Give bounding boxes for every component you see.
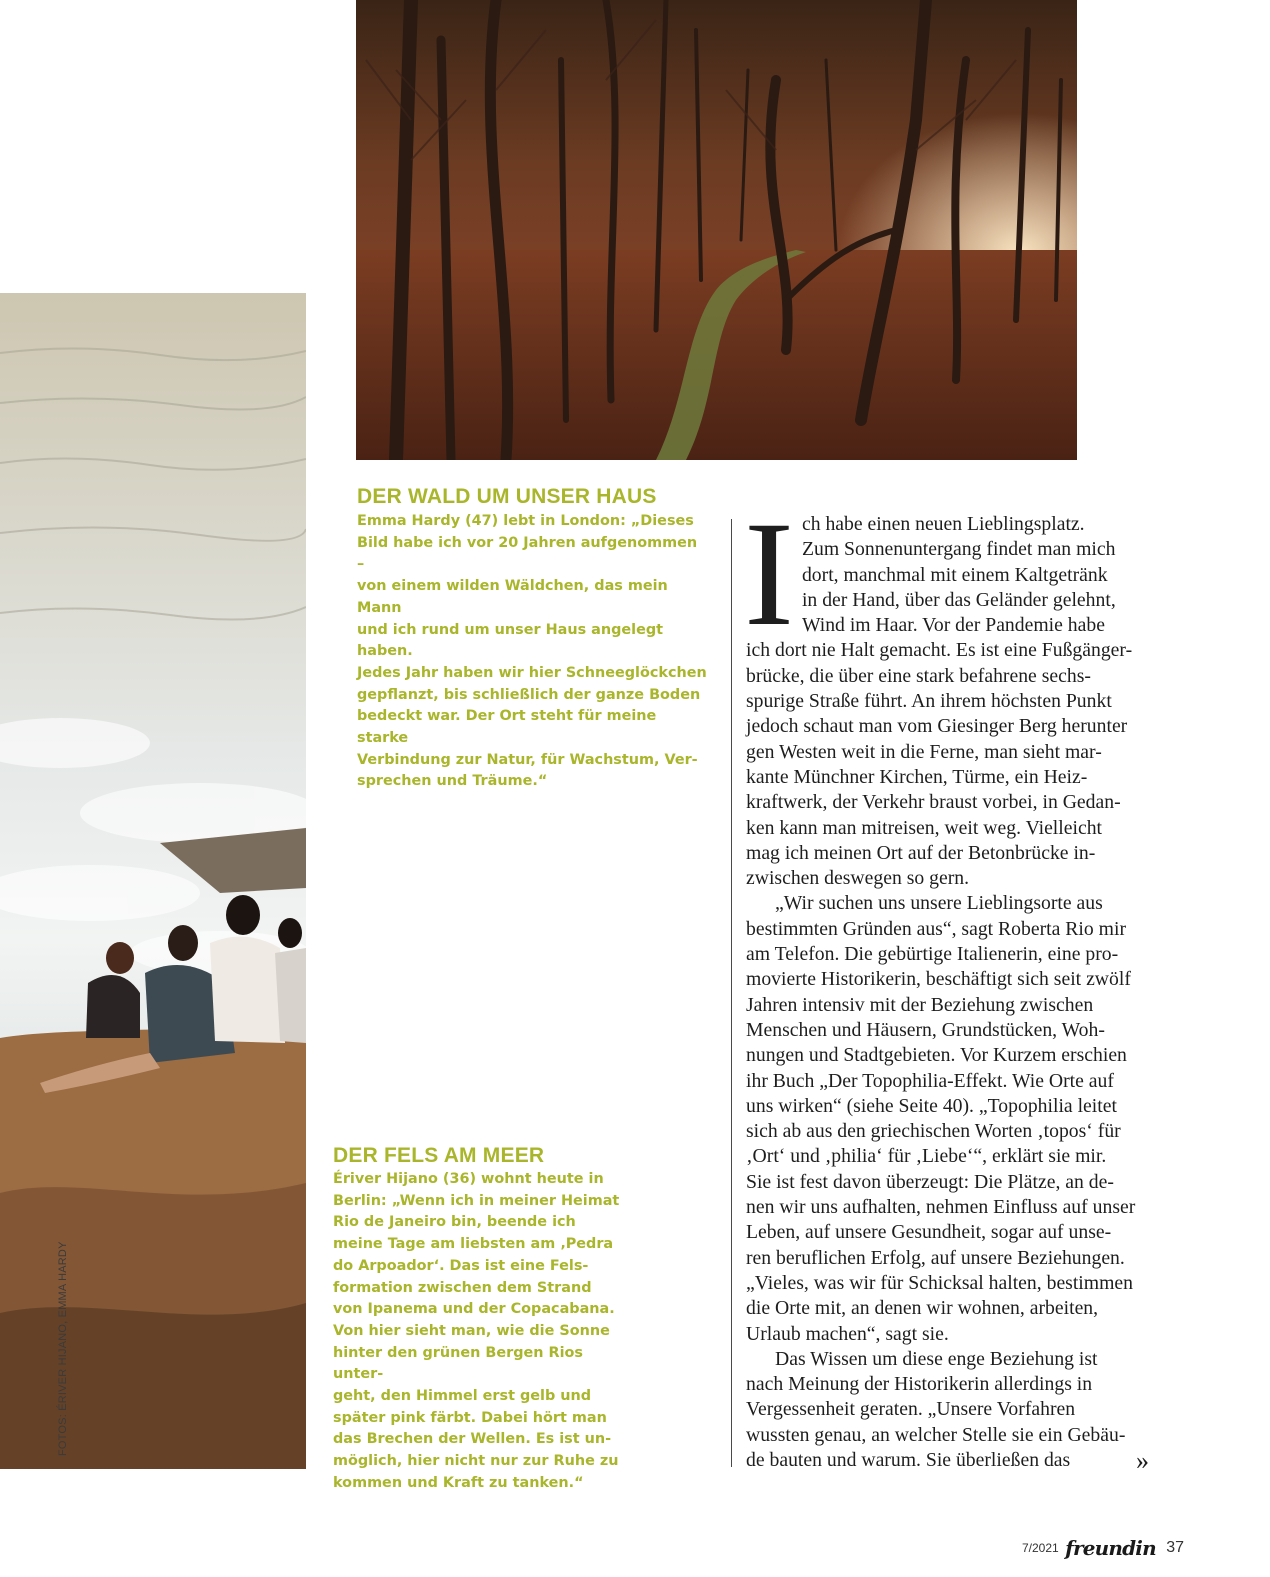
caption-line: Bild habe ich vor 20 Jahren aufgenommen –	[357, 534, 698, 573]
page-footer	[1022, 1536, 1184, 1566]
text-line: ren beruflichen Erfolg, auf unsere Beziehungen.	[746, 1246, 1125, 1269]
text-line: Zum Sonnenuntergang findet man mich	[801, 538, 1116, 561]
text-line: jedoch schaut man vom Giesinger Berg herunter	[746, 715, 1128, 738]
caption-line: von Ipanema und der Copacabana.	[333, 1301, 615, 1318]
text-line: uns wirken“ (siehe Seite 40). „Topophilia leitet	[746, 1094, 1117, 1117]
page-number: 37	[1166, 1539, 1185, 1556]
caption-line: do Arpoador‘. Das ist eine Fels-	[333, 1257, 589, 1274]
text-line: mag ich meinen Ort auf der Betonbrücke in-	[746, 841, 1096, 864]
text-line: die Orte mit, an denen wir wohnen, arbeiten,	[746, 1297, 1099, 1320]
caption-line: geht, den Himmel erst gelb und	[333, 1388, 592, 1405]
caption-line: Berlin: „Wenn ich in meiner Heimat	[333, 1192, 620, 1209]
continue-arrow-icon: »	[1136, 1446, 1149, 1475]
article-body	[744, 491, 1159, 1473]
caption-line: Von hier sieht man, wie die Sonne	[333, 1322, 610, 1339]
text-line: spurige Straße führt. An ihrem höchsten Punkt	[746, 690, 1112, 713]
text-line: Urlaub machen“, sagt sie.	[746, 1322, 949, 1345]
text-line: ken kann man mitreisen, weit weg. Vielleicht	[746, 816, 1103, 839]
caption-line: Verbindung zur Natur, für Wachstum, Ver-	[357, 751, 698, 768]
text-line: nungen und Stadtgebieten. Vor Kurzem erschien	[746, 1044, 1127, 1067]
caption-line: Ériver Hijano (36) wohnt heute in	[333, 1171, 604, 1187]
text-line: Menschen und Häusern, Grundstücken, Woh-	[746, 1018, 1105, 1041]
forest-photo	[356, 0, 1077, 460]
text-line: in der Hand, über das Geländer gelehnt,	[801, 588, 1116, 611]
text-line: de bauten und warum. Sie überließen das	[746, 1448, 1071, 1471]
caption-line: kommen und Kraft zu tanken.“	[333, 1474, 584, 1491]
column-rule	[731, 519, 732, 1467]
caption-line: Rio de Janeiro bin, beende ich	[333, 1214, 576, 1231]
text-line: ihr Buch „Der Topophilia-Effekt. Wie Orte auf	[746, 1069, 1114, 1092]
caption-line: und ich rund um unser Haus angelegt haben.	[357, 621, 664, 660]
text-line: Das Wissen um diese enge Beziehung ist	[775, 1347, 1098, 1370]
caption-line: bedeckt war. Der Ort steht für meine starke	[357, 708, 657, 747]
text-line: ‚Ort‘ und ‚philia‘ für ‚Liebe‘“, erklärt sie mir.	[746, 1145, 1107, 1168]
text-line: nach Meinung der Historikerin allerdings in	[746, 1373, 1093, 1396]
sea-photo	[0, 293, 306, 1469]
text-line: brücke, die über eine stark befahrene sechs-	[746, 664, 1091, 687]
issue-number: 7/2021	[1022, 1541, 1059, 1555]
drop-cap: I	[744, 491, 794, 657]
text-line: wussten genau, an welcher Stelle sie ein Gebäu-	[746, 1423, 1126, 1446]
article-paragraph	[744, 491, 1159, 891]
text-line: „Vieles, was wir für Schicksal halten, bestimmen	[746, 1271, 1133, 1294]
text-line: zwischen deswegen so gern.	[746, 867, 970, 890]
text-line: gen Westen weit in die Ferne, man sieht mar-	[746, 740, 1102, 763]
caption-title-forest: DER WALD UM UNSER HAUS	[357, 485, 657, 508]
caption-line: formation zwischen dem Strand	[333, 1279, 592, 1296]
text-line: Jahren intensiv mit der Beziehung zwischen	[746, 993, 1094, 1016]
caption-text-rock	[333, 1169, 633, 1495]
text-line: bestimmten Gründen aus“, sagt Roberta Rio mir	[746, 917, 1127, 940]
caption-line: meine Tage am liebsten am ‚Pedra	[333, 1236, 614, 1253]
text-line: Vergessenheit geraten. „Unsere Vorfahren	[746, 1398, 1076, 1421]
text-line: movierte Historikerin, beschäftigt sich seit zwölf	[746, 968, 1131, 991]
caption-line: sprechen und Träume.“	[357, 773, 548, 790]
text-line: nen wir uns aufhalten, nehmen Einfluss auf unser	[746, 1196, 1136, 1219]
text-line: kante Münchner Kirchen, Türme, ein Heiz-	[746, 765, 1088, 788]
forest-illustration	[356, 0, 1077, 460]
text-line: ch habe einen neuen Lieblingsplatz.	[801, 513, 1085, 535]
text-line: kraftwerk, der Verkehr braust vorbei, in Gedan-	[746, 791, 1121, 814]
caption-line: gepflanzt, bis schließlich der ganze Boden	[357, 686, 701, 703]
caption-line: Emma Hardy (47) lebt in London: „Dieses	[357, 513, 694, 529]
photo-credit: FOTOS: ÉRIVER HIJANO, EMMA HARDY	[57, 1241, 69, 1456]
text-line: ich dort nie Halt gemacht. Es ist eine Fußgänger-	[746, 639, 1133, 662]
caption-line: möglich, hier nicht nur zur Ruhe zu	[333, 1453, 619, 1470]
article-paragraph	[746, 1347, 1159, 1473]
caption-line: das Brechen der Wellen. Es ist un-	[333, 1431, 612, 1448]
text-line: dort, manchmal mit einem Kaltgetränk	[801, 563, 1108, 586]
magazine-logo: freundin	[1065, 1536, 1156, 1560]
caption-title-rock: DER FELS AM MEER	[333, 1144, 545, 1167]
caption-line: von einem wilden Wäldchen, das mein Mann	[357, 578, 668, 616]
text-line: am Telefon. Die gebürtige Italienerin, eine pro-	[746, 943, 1119, 966]
caption-text-forest	[357, 511, 707, 793]
caption-line: später pink färbt. Dabei hört man	[333, 1409, 607, 1426]
caption-line: Jedes Jahr haben wir hier Schneeglöckchen	[357, 664, 707, 681]
text-line: Wind im Haar. Vor der Pandemie habe	[801, 614, 1105, 637]
sea-illustration	[0, 293, 306, 1469]
article-paragraph	[746, 891, 1159, 1346]
text-line: sich ab aus den griechischen Worten ‚topos‘ für	[746, 1120, 1121, 1143]
text-line: Leben, auf unsere Gesundheit, sogar auf unse-	[746, 1221, 1112, 1244]
text-line: „Wir suchen uns unsere Lieblingsorte aus	[775, 892, 1103, 915]
caption-line: hinter den grünen Bergen Rios unter-	[333, 1344, 583, 1383]
text-line: Sie ist fest davon überzeugt: Die Plätze, an de-	[746, 1170, 1114, 1193]
